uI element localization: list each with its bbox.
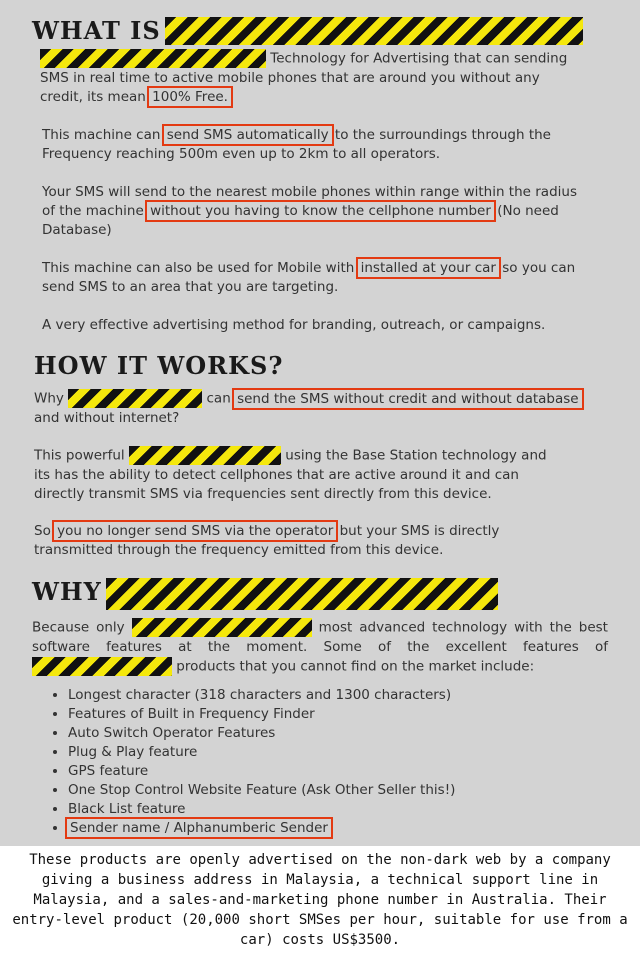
redaction-bar — [129, 446, 281, 465]
redaction-bar — [68, 389, 202, 408]
section-title-why: WHY — [32, 578, 498, 610]
highlight-no-credit: send the SMS without credit and without database — [237, 390, 579, 407]
redaction-bar — [32, 657, 172, 676]
paragraph-radius: Your SMS will send to the nearest mobile phones within range within the radius of the machine without you having to know the cellphone number (No need Database) — [42, 184, 577, 238]
section-title-what-is: WHAT IS — [32, 17, 583, 45]
list-item — [68, 819, 455, 838]
list-item: • One Stop Control Website Feature (Ask Other Seller this!) — [68, 781, 455, 800]
paragraph-auto-sms: This machine can send SMS automatically to the surroundings through the Frequency reaching 500m even up to 2km to all operators. — [42, 127, 551, 162]
list-item: • GPS feature — [68, 762, 455, 781]
highlight-auto-sms: send SMS automatically — [166, 127, 329, 143]
redaction-bar — [132, 618, 312, 637]
highlight-operator: you no longer send SMS via the operator — [57, 523, 334, 539]
list-item: • Black List feature — [68, 800, 455, 819]
list-item: • Plug & Play feature — [68, 743, 455, 762]
paragraph-base-station: This powerful using the Base Station technology and its has the ability to detect cellphones that are active around it and can directly transmit SMS via frequencies sent directly from this device. — [34, 447, 547, 502]
paragraph-why-can: Why can send the SMS without credit and without database and without internet? — [34, 390, 579, 426]
paragraph-car: This machine can also be used for Mobile with installed at your car so you can send SMS to an area that you are targeting. — [42, 260, 576, 295]
highlight-free: 100% Free. — [152, 88, 228, 105]
list-item: • Features of Built in Frequency Finder — [68, 705, 455, 724]
redaction-bar — [165, 17, 583, 45]
caption: These products are openly advertised on the non-dark web by a company giving a business address in Malaysia, a technical support line in Malaysia, and a sales-and-marketing phone number in Australia. Their entry-level product (20,000 short SMSes per hour, suitable for use from a car) costs US$3500. — [0, 846, 640, 960]
paragraph-intro: Technology for Advertising that can sending SMS in real time to active mobile phones that are around you without any credit, its mean 100% Free. — [40, 50, 568, 105]
highlight-sender-name: Sender name / Alphanumberic Sender — [70, 820, 328, 836]
highlight-car: installed at your car — [360, 260, 496, 276]
paragraph-because: Because only most advanced technology with the best software features at the moment. Some of the excellent features of products that you cannot find on the market include: — [32, 619, 608, 674]
paragraph-branding: A very effective advertising method for branding, outreach, or campaigns. — [42, 317, 546, 333]
redaction-bar — [106, 578, 498, 610]
list-item: • Longest character (318 characters and 1300 characters) — [68, 686, 455, 705]
redaction-bar — [40, 49, 266, 68]
section-title-how-it-works: HOW IT WORKS? — [34, 351, 284, 380]
feature-list — [50, 686, 455, 838]
highlight-no-number: without you having to know the cellphone number — [150, 203, 491, 219]
list-item: • Auto Switch Operator Features — [68, 724, 455, 743]
paragraph-operator: So you no longer send SMS via the operator but your SMS is directly transmitted through the frequency emitted from this device. — [34, 523, 500, 558]
